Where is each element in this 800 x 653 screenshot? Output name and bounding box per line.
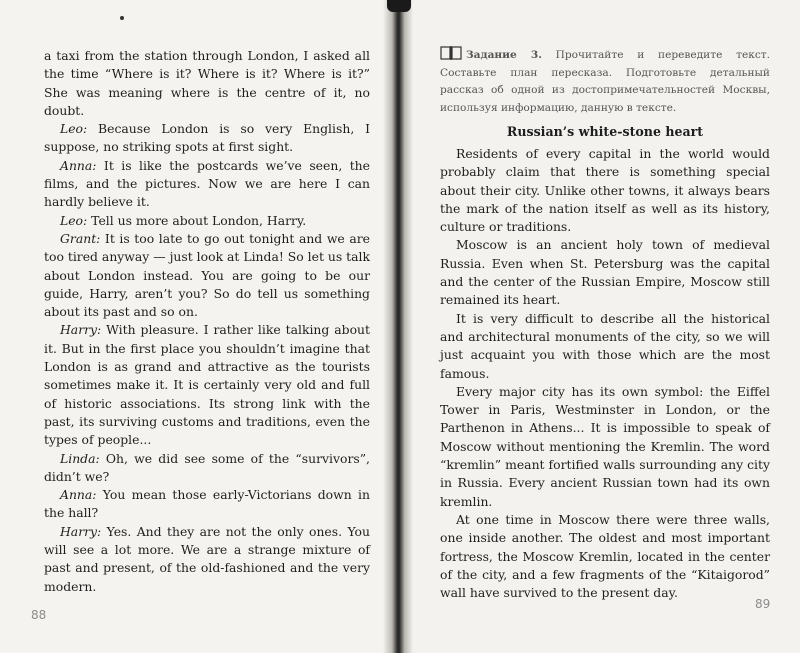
speaker-name: Harry:: [60, 322, 102, 338]
speaker-name: Anna:: [60, 157, 97, 173]
binding-shadow: [387, 0, 411, 12]
page-number-right: 89: [755, 597, 771, 611]
dialogue-line-harry-2: [44, 523, 370, 596]
line-text: With pleasure. I rather like talking about it. But in the first place you shouldn’t imagine that London is as grand and attractive as the tourists sometimes make it. It is certainly very old and full of historic associations. Its strong link with the past, its surviving customs and traditions, even the types of people...: [44, 322, 370, 448]
task-label: Задание 3.: [466, 49, 542, 61]
speaker-name: Linda:: [60, 450, 100, 466]
speaker-name: Leo:: [60, 121, 88, 137]
line-text: You mean those early-Victorians down in the hall?: [44, 487, 370, 521]
article-paragraph: Residents of every capital in the world would probably claim that there is something special about their city. Unlike other towns, it always bears the mark of the nation itself as well as its history, culture or traditions.: [440, 146, 770, 235]
dialogue-line-leo-1: [44, 120, 370, 157]
print-speck: [120, 16, 124, 20]
line-text: Because London is so very English, I suppose, no striking spots at first sight.: [44, 121, 370, 155]
speaker-name: Grant:: [60, 230, 101, 246]
article-paragraph: Moscow is an ancient holy town of medieval Russia. Even when St. Petersburg was the capital and the center of the Russian Empire, Moscow still remained its heart.: [440, 237, 770, 308]
dialogue-line-anna-2: [44, 486, 370, 523]
speaker-name: Leo:: [60, 212, 88, 228]
article-title: Russian’s white-stone heart: [506, 124, 704, 139]
task-text: Прочитайте и переведите текст. Составьте план пересказа. Подготовьте детальный рассказ об одной из достопримечательностей Москвы, используя информацию, данную в тексте.: [440, 49, 770, 114]
line-text: Tell us more about London, Harry.: [87, 212, 307, 228]
page-number-left: 88: [31, 608, 47, 622]
dialogue-line-leo-2: [44, 212, 370, 230]
line-text: Yes. And they are not the only ones. You will see a lot more. We are a strange mixture of past and present, of the old-fashioned and the very modern.: [44, 523, 370, 594]
dialogue-line-grant: [44, 230, 370, 321]
article-paragraph: Every major city has its own symbol: the Eiffel Tower in Paris, Westminster in London, or the Parthenon in Athens... It is impossible to speak of Moscow without mentioning the Kremlin. The word “kremlin” meant fortified walls surrounding any city in Russia. Every ancient Russian town had its own kremlin.: [440, 383, 770, 509]
article-paragraph: It is very difficult to describe all the historical and architectural monuments of the city, so we will just acquaint you with those which are the most famous.: [440, 310, 770, 381]
line-text: Oh, we did see some of the “survivors”, didn’t we?: [44, 450, 370, 484]
book-gutter: [383, 0, 413, 653]
task-instructions: [440, 46, 770, 117]
dialogue-paragraph: [44, 47, 370, 120]
book-task-icon: [440, 46, 462, 60]
speaker-name: Anna:: [60, 487, 97, 503]
left-page-text: [44, 47, 370, 596]
dialogue-line-linda: [44, 450, 370, 487]
paragraph-text: a taxi from the station through London, I asked all the time “Where is it? Where is it? Where is it?” She was meaning where is the centre of it, no doubt.: [44, 48, 370, 118]
article-paragraph: At one time in Moscow there were three walls, one inside another. The oldest and most important fortress, the Moscow Kremlin, located in the center of the city, and a few fragments of the “Kitaigorod” wall have survived to the present day.: [440, 511, 770, 601]
dialogue-line-anna-1: [44, 157, 370, 212]
speaker-name: Harry:: [60, 523, 102, 539]
line-text: It is too late to go out tonight and we are too tired anyway — just look at Linda! So let us talk about London instead. You are going to be our guide, Harry, aren’t you? So do tell us something about its past and so on.: [44, 230, 370, 320]
line-text: It is like the postcards we’ve seen, the films, and the pictures. Now we are here I can hardly believe it.: [44, 157, 370, 210]
right-page-text: [440, 46, 770, 602]
dialogue-line-harry-1: [44, 321, 370, 449]
